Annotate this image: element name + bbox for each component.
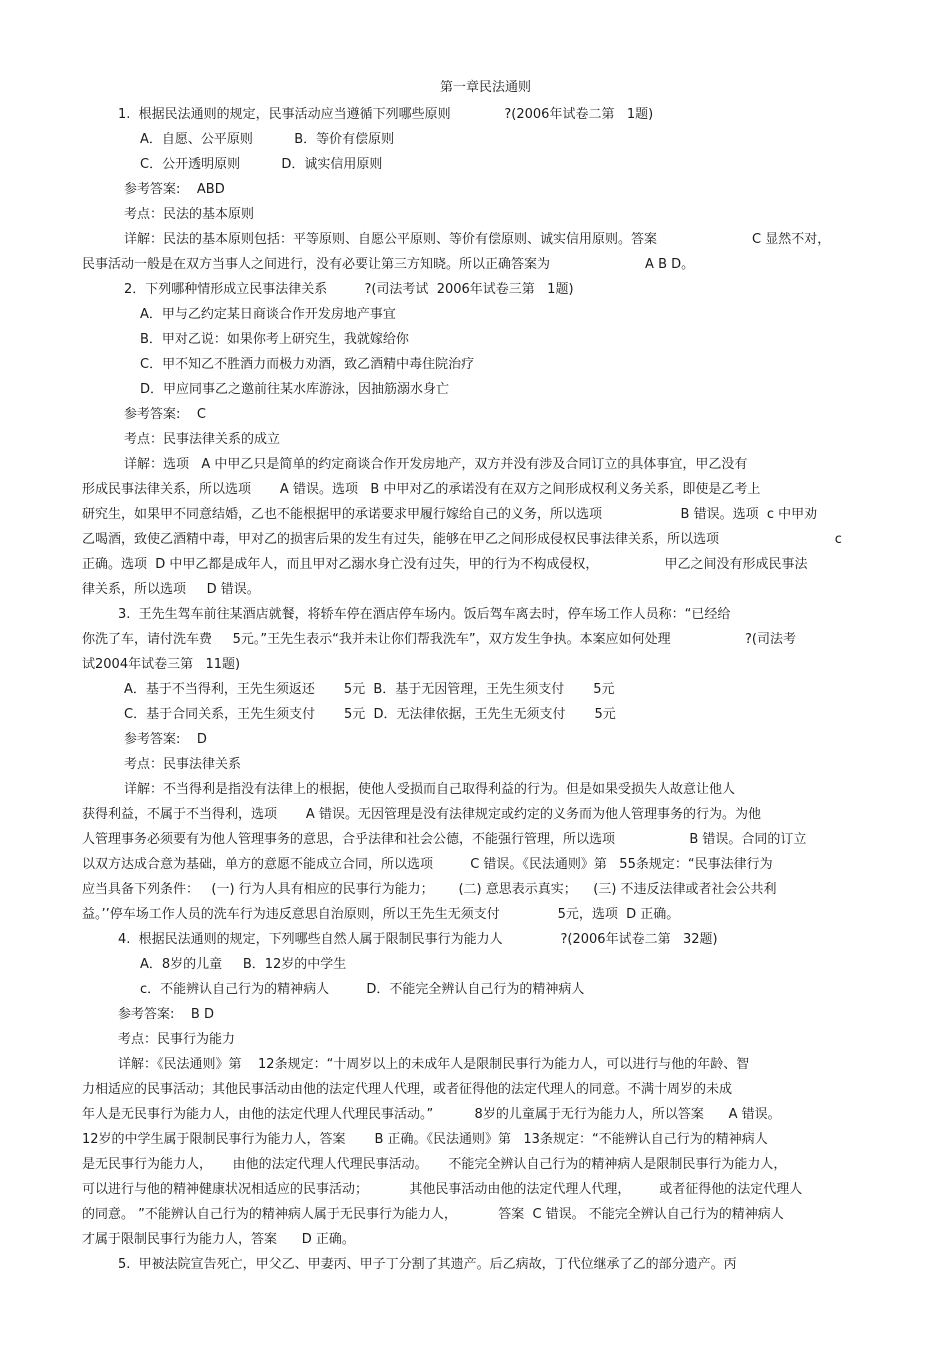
text-line: C．基于合同关系，王先生须支付 5元 D．无法律依据，王先生无须支付 5元	[124, 707, 616, 722]
text-line: 年人是无民事行为能力人，由他的法定代理人代理民事活动。” 8岁的儿童属于无行为能力人，所以答案 A 错误。	[82, 1107, 781, 1122]
text-line: 人管理事务必须要有为他人管理事务的意思，合乎法律和社会公德，不能强行管理，所以选项 B 错误。合同的订立	[82, 832, 807, 847]
text-line: 获得利益，不属于不当得利，选项 A 错误。无因管理是没有法律规定或约定的义务而为他人管理事务的行为。为他	[82, 807, 761, 822]
text-line: 参考答案: ABD	[124, 182, 225, 197]
text-line: 应当具备下列条件： (一) 行为人具有相应的民事行为能力； (二) 意思表示真实； (三) 不违反法律或者社会公共利	[82, 882, 777, 897]
text-line: 3. 王先生驾车前往某酒店就餐，将轿车停在酒店停车场内。饭后驾车离去时，停车场工作人员称：“已经给	[118, 607, 731, 622]
text-line: 以双方达成合意为基础，单方的意愿不能成立合同，所以选项 C 错误。《民法通则》第 55条规定：“民事法律行为	[82, 857, 773, 872]
text-line: A．8岁的儿童 B．12岁的中学生	[140, 957, 347, 972]
text-line: C．公开透明原则 D．诚实信用原则	[140, 157, 383, 172]
text-line: 详解：民法的基本原则包括：平等原则、自愿公平原则、等价有偿原则、诚实信用原则。答案 C 显然不对，	[124, 232, 831, 247]
chapter-title: 第一章民法通则	[440, 80, 532, 95]
text-line: A．甲与乙约定某日商谈合作开发房地产事宜	[140, 307, 396, 322]
text-line: 民事活动一般是在双方当事人之间进行，没有必要让第三方知晓。所以正确答案为 A B D。	[82, 257, 695, 272]
text-line: 参考答案: D	[124, 732, 207, 747]
text-line: A．基于不当得利，王先生须返还 5元 B．基于无因管理，王先生须支付 5元	[124, 682, 615, 697]
text-line: 详解：《民法通则》第 12条规定：“十周岁以上的未成年人是限制民事行为能力人，可以进行与他的年龄、智	[118, 1057, 750, 1072]
text-line: 才属于限制民事行为能力人，答案 D 正确。	[82, 1232, 355, 1247]
text-line: 考点：民事行为能力	[118, 1032, 236, 1047]
text-line: 律关系，所以选项 D 错误。	[82, 582, 260, 597]
text-line: 考点：民事法律关系的成立	[124, 432, 281, 447]
text-line: 乙喝酒，致使乙酒精中毒，甲对乙的损害后果的发生有过失，能够在甲乙之间形成侵权民事法律关系，所以选项 c	[82, 532, 842, 547]
text-line: 详解：选项 A 中甲乙只是简单的约定商谈合作开发房地产，双方并没有涉及合同订立的具体事宜，甲乙没有	[124, 457, 748, 472]
text-line: 益。’’停车场工作人员的洗车行为违反意思自治原则，所以王先生无须支付 5元，选项 D 正确。	[82, 907, 680, 922]
text-line: D．甲应同事乙之邀前往某水库游泳，因抽筋溺水身亡	[140, 382, 450, 397]
text-line: 试2004年试卷三第 11题)	[82, 657, 241, 672]
text-line: A．自愿、公平原则 B．等价有偿原则	[140, 132, 395, 147]
text-line: 正确。选项 D 中甲乙都是成年人，而且甲对乙溺水身亡没有过失，甲的行为不构成侵权， 甲乙之间没有形成民事法	[82, 557, 808, 572]
text-line: 力相适应的民事活动；其他民事活动由他的法定代理人代理，或者征得他的法定代理人的同意。不满十周岁的未成	[82, 1082, 733, 1097]
text-line: 研究生，如果甲不同意结婚，乙也不能根据甲的承诺要求甲履行嫁给自己的义务，所以选项 B 错误。选项 c 中甲劝	[82, 507, 818, 522]
text-line: 2．下列哪种情形成立民事法律关系 ?(司法考试 2006年试卷三第 1题)	[124, 282, 574, 297]
text-line: 是无民事行为能力人， 由他的法定代理人代理民事活动。 不能完全辨认自己行为的精神病人是限制民事行为能力人，	[82, 1157, 787, 1172]
text-line: 的同意。 ”不能辨认自己行为的精神病人属于无民事行为能力人， 答案 C 错误。 不能完全辨认自己行为的精神病人	[82, 1207, 784, 1222]
text-line: c．不能辨认自己行为的精神病人 D．不能完全辨认自己行为的精神病人	[140, 982, 585, 997]
text-line: 4. 根据民法通则的规定，下列哪些自然人属于限制民事行为能力人 ?(2006年试卷二第 32题)	[118, 932, 718, 947]
text-line: 参考答案: B D	[118, 1007, 214, 1022]
text-line: 考点：民事法律关系	[124, 757, 242, 772]
text-line: 考点：民法的基本原则	[124, 207, 255, 222]
text-line: 12岁的中学生属于限制民事行为能力人，答案 B 正确。《民法通则》第 13条规定：“不能辨认自己行为的精神病人	[82, 1132, 768, 1147]
text-line: 5. 甲被法院宣告死亡，甲父乙、甲妻丙、甲子丁分割了其遗产。后乙病故，丁代位继承了乙的部分遗产。丙	[118, 1257, 737, 1272]
text-line: 参考答案: C	[124, 407, 206, 422]
text-line: 形成民事法律关系，所以选项 A 错误。选项 B 中甲对乙的承诺没有在双方之间形成权利义务关系，即使是乙考上	[82, 482, 761, 497]
text-line: 你洗了车，请付洗车费 5元。”王先生表示“我并未让你们帮我洗车”，双方发生争执。本案应如何处理 ?(司法考	[82, 632, 796, 647]
text-line: C．甲不知乙不胜酒力而极力劝酒，致乙酒精中毒住院治疗	[140, 357, 475, 372]
text-line: B．甲对乙说：如果你考上研究生，我就嫁给你	[140, 332, 409, 347]
text-line: 1. 根据民法通则的规定，民事活动应当遵循下列哪些原则 ?(2006年试卷二第 1题)	[118, 107, 654, 122]
text-line: 可以进行与他的精神健康状况相适应的民事活动； 其他民事活动由他的法定代理人代理， 或者征得他的法定代理人	[82, 1182, 803, 1197]
text-line: 详解：不当得利是指没有法律上的根据，使他人受损而自己取得利益的行为。但是如果受损失人故意让他人	[124, 782, 736, 797]
